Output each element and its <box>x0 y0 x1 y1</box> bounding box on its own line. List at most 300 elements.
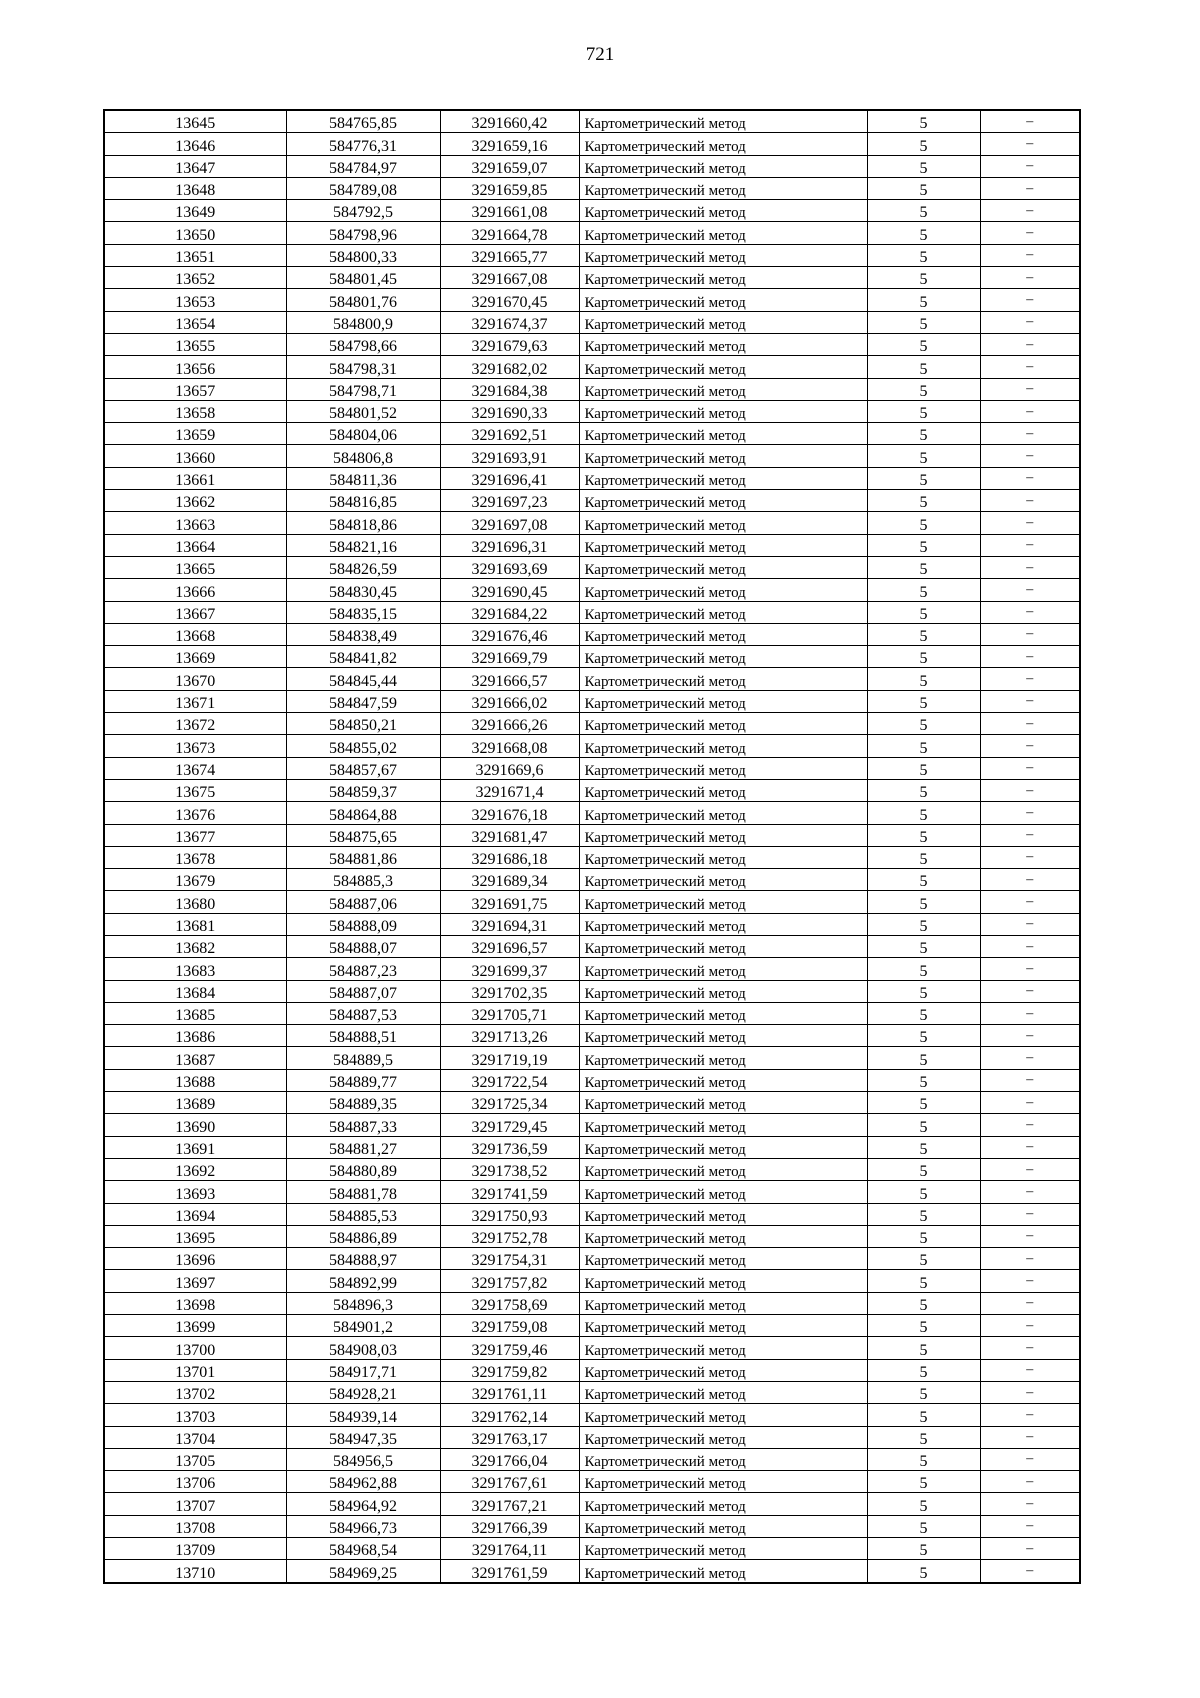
table-row <box>104 1315 1080 1337</box>
point-number-cell: 13693 <box>104 1181 286 1203</box>
x-coordinate-cell: 584798,96 <box>286 222 440 244</box>
x-coordinate-cell: 584886,89 <box>286 1225 440 1247</box>
point-number-cell: 13700 <box>104 1337 286 1359</box>
note-cell: – <box>980 333 1080 355</box>
coordinates-table <box>103 109 1081 1584</box>
note-cell: – <box>980 267 1080 289</box>
method-cell: Картометрический метод <box>579 735 867 757</box>
method-cell: Картометрический метод <box>579 155 867 177</box>
method-cell: Картометрический метод <box>579 423 867 445</box>
table-row <box>104 1426 1080 1448</box>
y-coordinate-cell: 3291767,61 <box>440 1471 579 1493</box>
y-coordinate-cell: 3291759,82 <box>440 1359 579 1381</box>
point-number-cell: 13676 <box>104 802 286 824</box>
y-coordinate-cell: 3291766,04 <box>440 1448 579 1470</box>
point-number-cell: 13683 <box>104 958 286 980</box>
method-cell: Картометрический метод <box>579 713 867 735</box>
y-coordinate-cell: 3291690,33 <box>440 400 579 422</box>
x-coordinate-cell: 584826,59 <box>286 556 440 578</box>
table-row <box>104 958 1080 980</box>
method-cell: Картометрический метод <box>579 289 867 311</box>
accuracy-cell: 5 <box>867 267 980 289</box>
method-cell: Картометрический метод <box>579 846 867 868</box>
note-cell: – <box>980 1181 1080 1203</box>
point-number-cell: 13680 <box>104 891 286 913</box>
table-row <box>104 556 1080 578</box>
y-coordinate-cell: 3291763,17 <box>440 1426 579 1448</box>
accuracy-cell: 5 <box>867 958 980 980</box>
y-coordinate-cell: 3291767,21 <box>440 1493 579 1515</box>
x-coordinate-cell: 584892,99 <box>286 1270 440 1292</box>
method-cell: Картометрический метод <box>579 1270 867 1292</box>
y-coordinate-cell: 3291690,45 <box>440 579 579 601</box>
table-row <box>104 891 1080 913</box>
y-coordinate-cell: 3291659,07 <box>440 155 579 177</box>
point-number-cell: 13701 <box>104 1359 286 1381</box>
point-number-cell: 13690 <box>104 1114 286 1136</box>
y-coordinate-cell: 3291702,35 <box>440 980 579 1002</box>
method-cell: Картометрический метод <box>579 824 867 846</box>
x-coordinate-cell: 584800,9 <box>286 311 440 333</box>
x-coordinate-cell: 584968,54 <box>286 1538 440 1560</box>
accuracy-cell: 5 <box>867 356 980 378</box>
note-cell: – <box>980 1248 1080 1270</box>
x-coordinate-cell: 584801,45 <box>286 267 440 289</box>
x-coordinate-cell: 584880,89 <box>286 1158 440 1180</box>
table-row <box>104 1002 1080 1024</box>
accuracy-cell: 5 <box>867 1560 980 1583</box>
y-coordinate-cell: 3291682,02 <box>440 356 579 378</box>
y-coordinate-cell: 3291725,34 <box>440 1092 579 1114</box>
point-number-cell: 13655 <box>104 333 286 355</box>
y-coordinate-cell: 3291693,91 <box>440 445 579 467</box>
method-cell: Картометрический метод <box>579 1069 867 1091</box>
x-coordinate-cell: 584855,02 <box>286 735 440 757</box>
point-number-cell: 13709 <box>104 1538 286 1560</box>
method-cell: Картометрический метод <box>579 133 867 155</box>
note-cell: – <box>980 935 1080 957</box>
table-row <box>104 1493 1080 1515</box>
method-cell: Картометрический метод <box>579 356 867 378</box>
accuracy-cell: 5 <box>867 490 980 512</box>
x-coordinate-cell: 584917,71 <box>286 1359 440 1381</box>
note-cell: – <box>980 1381 1080 1403</box>
accuracy-cell: 5 <box>867 869 980 891</box>
point-number-cell: 13666 <box>104 579 286 601</box>
note-cell: – <box>980 133 1080 155</box>
accuracy-cell: 5 <box>867 1538 980 1560</box>
point-number-cell: 13697 <box>104 1270 286 1292</box>
method-cell: Картометрический метод <box>579 378 867 400</box>
point-number-cell: 13670 <box>104 668 286 690</box>
note-cell: – <box>980 534 1080 556</box>
y-coordinate-cell: 3291752,78 <box>440 1225 579 1247</box>
note-cell: – <box>980 713 1080 735</box>
note-cell: – <box>980 802 1080 824</box>
y-coordinate-cell: 3291697,23 <box>440 490 579 512</box>
accuracy-cell: 5 <box>867 222 980 244</box>
point-number-cell: 13702 <box>104 1381 286 1403</box>
x-coordinate-cell: 584850,21 <box>286 713 440 735</box>
method-cell: Картометрический метод <box>579 980 867 1002</box>
accuracy-cell: 5 <box>867 1047 980 1069</box>
method-cell: Картометрический метод <box>579 668 867 690</box>
y-coordinate-cell: 3291671,4 <box>440 779 579 801</box>
method-cell: Картометрический метод <box>579 267 867 289</box>
x-coordinate-cell: 584947,35 <box>286 1426 440 1448</box>
accuracy-cell: 5 <box>867 556 980 578</box>
note-cell: – <box>980 980 1080 1002</box>
note-cell: – <box>980 1538 1080 1560</box>
table-row <box>104 467 1080 489</box>
point-number-cell: 13661 <box>104 467 286 489</box>
table-row <box>104 1538 1080 1560</box>
y-coordinate-cell: 3291738,52 <box>440 1158 579 1180</box>
y-coordinate-cell: 3291667,08 <box>440 267 579 289</box>
y-coordinate-cell: 3291699,37 <box>440 958 579 980</box>
method-cell: Картометрический метод <box>579 400 867 422</box>
x-coordinate-cell: 584962,88 <box>286 1471 440 1493</box>
x-coordinate-cell: 584859,37 <box>286 779 440 801</box>
point-number-cell: 13674 <box>104 757 286 779</box>
point-number-cell: 13675 <box>104 779 286 801</box>
note-cell: – <box>980 1292 1080 1314</box>
method-cell: Картометрический метод <box>579 802 867 824</box>
point-number-cell: 13649 <box>104 200 286 222</box>
note-cell: – <box>980 1002 1080 1024</box>
table-row <box>104 579 1080 601</box>
note-cell: – <box>980 623 1080 645</box>
table-row <box>104 623 1080 645</box>
y-coordinate-cell: 3291669,79 <box>440 646 579 668</box>
method-cell: Картометрический метод <box>579 177 867 199</box>
y-coordinate-cell: 3291659,85 <box>440 177 579 199</box>
x-coordinate-cell: 584888,51 <box>286 1025 440 1047</box>
x-coordinate-cell: 584776,31 <box>286 133 440 155</box>
accuracy-cell: 5 <box>867 601 980 623</box>
method-cell: Картометрический метод <box>579 1538 867 1560</box>
note-cell: – <box>980 846 1080 868</box>
y-coordinate-cell: 3291696,57 <box>440 935 579 957</box>
table-row <box>104 1092 1080 1114</box>
table-row <box>104 222 1080 244</box>
table-row <box>104 1047 1080 1069</box>
x-coordinate-cell: 584792,5 <box>286 200 440 222</box>
note-cell: – <box>980 1047 1080 1069</box>
x-coordinate-cell: 584830,45 <box>286 579 440 601</box>
accuracy-cell: 5 <box>867 1471 980 1493</box>
point-number-cell: 13667 <box>104 601 286 623</box>
x-coordinate-cell: 584798,31 <box>286 356 440 378</box>
point-number-cell: 13704 <box>104 1426 286 1448</box>
note-cell: – <box>980 869 1080 891</box>
y-coordinate-cell: 3291679,63 <box>440 333 579 355</box>
note-cell: – <box>980 556 1080 578</box>
table-row <box>104 1381 1080 1403</box>
method-cell: Картометрический метод <box>579 1136 867 1158</box>
x-coordinate-cell: 584889,77 <box>286 1069 440 1091</box>
point-number-cell: 13698 <box>104 1292 286 1314</box>
note-cell: – <box>980 1158 1080 1180</box>
x-coordinate-cell: 584887,33 <box>286 1114 440 1136</box>
x-coordinate-cell: 584964,92 <box>286 1493 440 1515</box>
x-coordinate-cell: 584887,06 <box>286 891 440 913</box>
accuracy-cell: 5 <box>867 1381 980 1403</box>
table-row <box>104 1025 1080 1047</box>
table-row <box>104 690 1080 712</box>
note-cell: – <box>980 1270 1080 1292</box>
note-cell: – <box>980 958 1080 980</box>
note-cell: – <box>980 690 1080 712</box>
method-cell: Картометрический метод <box>579 1248 867 1270</box>
note-cell: – <box>980 824 1080 846</box>
y-coordinate-cell: 3291676,46 <box>440 623 579 645</box>
accuracy-cell: 5 <box>867 289 980 311</box>
accuracy-cell: 5 <box>867 690 980 712</box>
accuracy-cell: 5 <box>867 512 980 534</box>
accuracy-cell: 5 <box>867 1114 980 1136</box>
accuracy-cell: 5 <box>867 1292 980 1314</box>
method-cell: Картометрический метод <box>579 1448 867 1470</box>
point-number-cell: 13662 <box>104 490 286 512</box>
method-cell: Картометрический метод <box>579 1381 867 1403</box>
method-cell: Картометрический метод <box>579 935 867 957</box>
x-coordinate-cell: 584789,08 <box>286 177 440 199</box>
y-coordinate-cell: 3291693,69 <box>440 556 579 578</box>
y-coordinate-cell: 3291757,82 <box>440 1270 579 1292</box>
note-cell: – <box>980 1069 1080 1091</box>
x-coordinate-cell: 584835,15 <box>286 601 440 623</box>
x-coordinate-cell: 584801,52 <box>286 400 440 422</box>
table-row <box>104 1069 1080 1091</box>
method-cell: Картометрический метод <box>579 913 867 935</box>
accuracy-cell: 5 <box>867 423 980 445</box>
method-cell: Картометрический метод <box>579 891 867 913</box>
table-row <box>104 1404 1080 1426</box>
method-cell: Картометрический метод <box>579 958 867 980</box>
point-number-cell: 13682 <box>104 935 286 957</box>
x-coordinate-cell: 584888,97 <box>286 1248 440 1270</box>
point-number-cell: 13686 <box>104 1025 286 1047</box>
table-row <box>104 1471 1080 1493</box>
accuracy-cell: 5 <box>867 579 980 601</box>
x-coordinate-cell: 584845,44 <box>286 668 440 690</box>
note-cell: – <box>980 779 1080 801</box>
method-cell: Картометрический метод <box>579 1025 867 1047</box>
point-number-cell: 13708 <box>104 1515 286 1537</box>
table-row <box>104 935 1080 957</box>
y-coordinate-cell: 3291666,57 <box>440 668 579 690</box>
method-cell: Картометрический метод <box>579 623 867 645</box>
y-coordinate-cell: 3291758,69 <box>440 1292 579 1314</box>
table-row <box>104 824 1080 846</box>
table-row <box>104 1203 1080 1225</box>
method-cell: Картометрический метод <box>579 222 867 244</box>
point-number-cell: 13646 <box>104 133 286 155</box>
accuracy-cell: 5 <box>867 935 980 957</box>
accuracy-cell: 5 <box>867 1270 980 1292</box>
table-row <box>104 490 1080 512</box>
point-number-cell: 13707 <box>104 1493 286 1515</box>
x-coordinate-cell: 584928,21 <box>286 1381 440 1403</box>
y-coordinate-cell: 3291691,75 <box>440 891 579 913</box>
y-coordinate-cell: 3291697,08 <box>440 512 579 534</box>
method-cell: Картометрический метод <box>579 333 867 355</box>
y-coordinate-cell: 3291670,45 <box>440 289 579 311</box>
point-number-cell: 13672 <box>104 713 286 735</box>
table-row <box>104 378 1080 400</box>
accuracy-cell: 5 <box>867 244 980 266</box>
point-number-cell: 13694 <box>104 1203 286 1225</box>
note-cell: – <box>980 356 1080 378</box>
table-row <box>104 177 1080 199</box>
x-coordinate-cell: 584784,97 <box>286 155 440 177</box>
point-number-cell: 13688 <box>104 1069 286 1091</box>
accuracy-cell: 5 <box>867 1359 980 1381</box>
accuracy-cell: 5 <box>867 757 980 779</box>
table-row <box>104 356 1080 378</box>
x-coordinate-cell: 584857,67 <box>286 757 440 779</box>
method-cell: Картометрический метод <box>579 490 867 512</box>
note-cell: – <box>980 1404 1080 1426</box>
note-cell: – <box>980 378 1080 400</box>
point-number-cell: 13679 <box>104 869 286 891</box>
y-coordinate-cell: 3291759,46 <box>440 1337 579 1359</box>
note-cell: – <box>980 423 1080 445</box>
method-cell: Картометрический метод <box>579 869 867 891</box>
table-row <box>104 846 1080 868</box>
note-cell: – <box>980 445 1080 467</box>
y-coordinate-cell: 3291676,18 <box>440 802 579 824</box>
method-cell: Картометрический метод <box>579 110 867 133</box>
table-row <box>104 512 1080 534</box>
accuracy-cell: 5 <box>867 1225 980 1247</box>
y-coordinate-cell: 3291692,51 <box>440 423 579 445</box>
point-number-cell: 13659 <box>104 423 286 445</box>
table-row <box>104 1560 1080 1583</box>
accuracy-cell: 5 <box>867 110 980 133</box>
coordinates-table-body <box>104 110 1080 1583</box>
note-cell: – <box>980 1560 1080 1583</box>
note-cell: – <box>980 1337 1080 1359</box>
table-row <box>104 155 1080 177</box>
table-row <box>104 244 1080 266</box>
note-cell: – <box>980 735 1080 757</box>
accuracy-cell: 5 <box>867 1203 980 1225</box>
y-coordinate-cell: 3291759,08 <box>440 1315 579 1337</box>
note-cell: – <box>980 1203 1080 1225</box>
method-cell: Картометрический метод <box>579 1404 867 1426</box>
accuracy-cell: 5 <box>867 1404 980 1426</box>
point-number-cell: 13706 <box>104 1471 286 1493</box>
point-number-cell: 13651 <box>104 244 286 266</box>
x-coordinate-cell: 584881,86 <box>286 846 440 868</box>
table-row <box>104 913 1080 935</box>
point-number-cell: 13663 <box>104 512 286 534</box>
y-coordinate-cell: 3291669,6 <box>440 757 579 779</box>
table-row <box>104 1158 1080 1180</box>
point-number-cell: 13645 <box>104 110 286 133</box>
accuracy-cell: 5 <box>867 1426 980 1448</box>
note-cell: – <box>980 155 1080 177</box>
method-cell: Картометрический метод <box>579 1515 867 1537</box>
method-cell: Картометрический метод <box>579 1471 867 1493</box>
y-coordinate-cell: 3291713,26 <box>440 1025 579 1047</box>
y-coordinate-cell: 3291722,54 <box>440 1069 579 1091</box>
table-row <box>104 1337 1080 1359</box>
accuracy-cell: 5 <box>867 802 980 824</box>
y-coordinate-cell: 3291665,77 <box>440 244 579 266</box>
table-row <box>104 668 1080 690</box>
table-row <box>104 713 1080 735</box>
x-coordinate-cell: 584956,5 <box>286 1448 440 1470</box>
method-cell: Картометрический метод <box>579 1114 867 1136</box>
method-cell: Картометрический метод <box>579 1493 867 1515</box>
table-row <box>104 646 1080 668</box>
accuracy-cell: 5 <box>867 668 980 690</box>
method-cell: Картометрический метод <box>579 601 867 623</box>
accuracy-cell: 5 <box>867 467 980 489</box>
x-coordinate-cell: 584816,85 <box>286 490 440 512</box>
table-row <box>104 534 1080 556</box>
table-row <box>104 1225 1080 1247</box>
table-row <box>104 200 1080 222</box>
accuracy-cell: 5 <box>867 200 980 222</box>
note-cell: – <box>980 1359 1080 1381</box>
table-row <box>104 311 1080 333</box>
method-cell: Картометрический метод <box>579 1002 867 1024</box>
method-cell: Картометрический метод <box>579 200 867 222</box>
accuracy-cell: 5 <box>867 1315 980 1337</box>
x-coordinate-cell: 584969,25 <box>286 1560 440 1583</box>
accuracy-cell: 5 <box>867 1092 980 1114</box>
point-number-cell: 13669 <box>104 646 286 668</box>
y-coordinate-cell: 3291696,41 <box>440 467 579 489</box>
method-cell: Картометрический метод <box>579 779 867 801</box>
accuracy-cell: 5 <box>867 1448 980 1470</box>
method-cell: Картометрический метод <box>579 512 867 534</box>
table-row <box>104 735 1080 757</box>
y-coordinate-cell: 3291719,19 <box>440 1047 579 1069</box>
point-number-cell: 13695 <box>104 1225 286 1247</box>
point-number-cell: 13691 <box>104 1136 286 1158</box>
x-coordinate-cell: 584765,85 <box>286 110 440 133</box>
table-row <box>104 1359 1080 1381</box>
method-cell: Картометрический метод <box>579 244 867 266</box>
table-row <box>104 757 1080 779</box>
accuracy-cell: 5 <box>867 735 980 757</box>
point-number-cell: 13668 <box>104 623 286 645</box>
x-coordinate-cell: 584811,36 <box>286 467 440 489</box>
y-coordinate-cell: 3291664,78 <box>440 222 579 244</box>
table-row <box>104 1136 1080 1158</box>
accuracy-cell: 5 <box>867 1337 980 1359</box>
point-number-cell: 13652 <box>104 267 286 289</box>
accuracy-cell: 5 <box>867 1248 980 1270</box>
accuracy-cell: 5 <box>867 445 980 467</box>
table-row <box>104 1515 1080 1537</box>
y-coordinate-cell: 3291681,47 <box>440 824 579 846</box>
x-coordinate-cell: 584801,76 <box>286 289 440 311</box>
point-number-cell: 13681 <box>104 913 286 935</box>
y-coordinate-cell: 3291736,59 <box>440 1136 579 1158</box>
note-cell: – <box>980 289 1080 311</box>
method-cell: Картометрический метод <box>579 579 867 601</box>
y-coordinate-cell: 3291666,02 <box>440 690 579 712</box>
method-cell: Картометрический метод <box>579 757 867 779</box>
accuracy-cell: 5 <box>867 824 980 846</box>
x-coordinate-cell: 584966,73 <box>286 1515 440 1537</box>
